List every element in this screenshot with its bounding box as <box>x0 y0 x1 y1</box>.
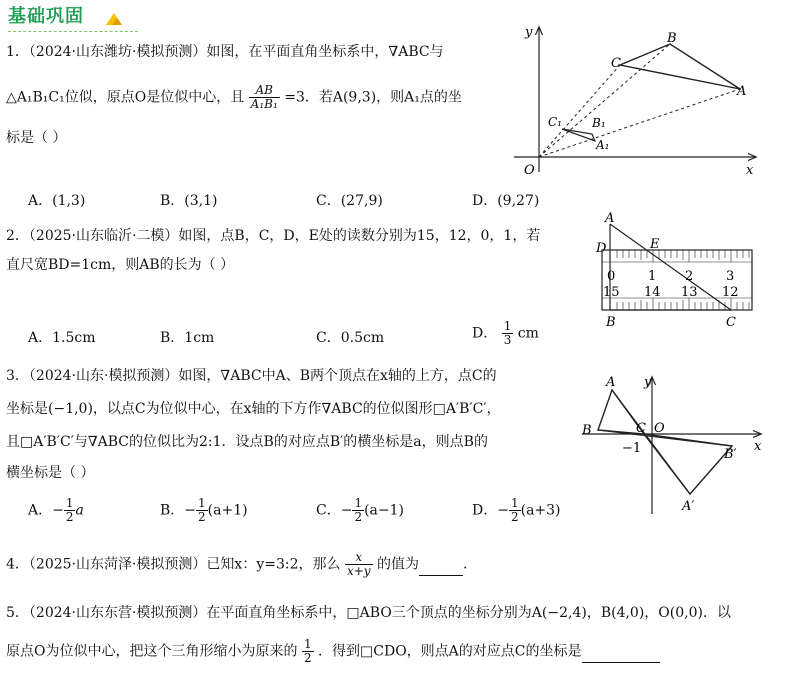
q3-line4: 横坐标是（ ） <box>6 465 95 481</box>
q1-label-b1: B₁ <box>592 116 606 130</box>
q3-option-b-den: 2 <box>198 510 206 524</box>
q1-line1: 1．（2024·山东潍坊·模拟预测）如图，在平面直角坐标系中，∇ABC与 <box>6 44 444 60</box>
q3-option-a-num: 1 <box>65 496 74 510</box>
q3-option-d-prefix: D．− <box>472 502 509 519</box>
q2-label-e: E <box>650 237 660 252</box>
q2-option-d-den: 3 <box>503 333 512 347</box>
q2-bottom-tick-3: 12 <box>722 285 739 300</box>
q4-frac-den: x+y <box>346 564 371 578</box>
q3-option-c-fraction <box>352 497 364 524</box>
q3-option-c-den: 2 <box>354 510 363 524</box>
q2-label-c: C <box>726 315 736 330</box>
q3-line2: 坐标是(−1,0)，以点C为位似中心，在x轴的下方作∇ABC的位似图形□A′B′C′， <box>6 401 501 417</box>
q5-fraction <box>302 638 314 665</box>
q1-label-a1: A₁ <box>596 138 610 152</box>
q2-bottom-tick-0: 15 <box>603 285 620 300</box>
q2-top-tick-2: 2 <box>685 269 694 284</box>
q2-label-a: A <box>605 211 615 226</box>
q3-label-a: A <box>606 375 616 390</box>
q3-label-o: O <box>654 421 665 436</box>
q1-triangle-abc <box>620 44 740 89</box>
q1-line2-tail: =3．若A(9,3)，则A₁点的坐 <box>284 89 462 106</box>
q1-frac-num: AB <box>249 84 280 98</box>
q2-line2: 直尺宽BD=1cm，则AB的长为（ ） <box>6 257 235 273</box>
q1-label-x: x <box>746 163 754 178</box>
q5-answer-blank[interactable] <box>582 642 660 663</box>
q3-label-minus1: −1 <box>622 441 642 456</box>
q5-line1: 5．（2024·山东东营·模拟预测）在平面直角坐标系中，□ABO三个顶点的坐标分别为A(−2,4)，B(4,0)，O(0,0)．以 <box>6 605 731 621</box>
q3-label-x: x <box>754 439 762 454</box>
mountain-icon <box>104 10 124 26</box>
q2-bottom-tick-2: 13 <box>681 285 698 300</box>
q2-option-d[interactable] <box>472 320 539 347</box>
q3-option-c[interactable] <box>316 497 404 524</box>
q1-figure <box>510 22 770 182</box>
q1-label-c1: C₁ <box>548 115 562 129</box>
title-underline <box>8 31 138 32</box>
q1-line2-text: △A₁B₁C₁位似，原点O是位似中心，且 <box>6 89 245 106</box>
q2-label-b: B <box>606 315 616 330</box>
q3-option-d-suffix: (a+3) <box>520 502 561 519</box>
q3-label-c: C <box>636 421 646 436</box>
q1-label-c: C <box>611 56 621 71</box>
q3-label-b1: B′ <box>724 447 737 462</box>
q5-frac-den: 2 <box>303 651 312 665</box>
q3-line3: 且□A′B′C′与∇ABC的位似比为2:1．设点B的对应点B′的横坐标是a，则点B的 <box>6 434 488 450</box>
q3-option-a-suffix: a <box>75 502 84 519</box>
q3-label-b: B <box>582 423 592 438</box>
q3-line-bb1 <box>598 430 732 446</box>
q2-option-d-unit: cm <box>517 325 539 342</box>
q2-option-a[interactable]: A．1.5cm <box>28 330 96 346</box>
q3-option-b[interactable] <box>160 497 248 524</box>
q4-end: . <box>463 556 468 573</box>
q2-bottom-tick-1: 14 <box>644 285 661 300</box>
q3-option-d[interactable] <box>472 497 561 524</box>
q3-option-a-fraction <box>64 497 76 524</box>
q1-line3: 标是（ ） <box>6 130 67 146</box>
q2-option-c[interactable]: C．0.5cm <box>316 330 385 346</box>
q3-label-a1: A′ <box>682 499 695 514</box>
q1-option-d[interactable]: D．(9,27) <box>472 193 540 209</box>
q3-label-y: y <box>644 375 652 390</box>
section-title: 基础巩固 <box>8 6 84 27</box>
q2-option-d-prefix: D． <box>472 325 498 342</box>
q3-line1: 3．（2024·山东·模拟预测）如图，∇ABC中A、B两个顶点在x轴的上方，点C的 <box>6 368 497 384</box>
q2-option-b[interactable]: B．1cm <box>160 330 215 346</box>
q4-frac-num: x <box>345 551 373 565</box>
q2-top-tick-0: 0 <box>607 269 616 284</box>
q1-triangle-a1b1c1 <box>562 129 595 141</box>
q3-option-b-num: 1 <box>198 496 206 510</box>
q5-line2-prefix: 原点O为位似中心，把这个三角形缩小为原来的 <box>6 643 298 660</box>
q1-option-b[interactable]: B．(3,1) <box>160 193 218 209</box>
q5-frac-num: 1 <box>303 637 312 651</box>
q2-line1: 2．（2025·山东临沂·二模）如图，点B，C，D，E处的读数分别为15，12，0，1，若 <box>6 228 541 244</box>
q1-option-c[interactable]: C．(27,9) <box>316 193 383 209</box>
q1-label-a: A <box>737 84 747 99</box>
q5-line2-suffix: ．得到□CDO，则点A的对应点C的坐标是 <box>318 643 582 660</box>
q1-frac-den: A₁B₁ <box>250 97 278 111</box>
q2-top-tick-1: 1 <box>648 269 657 284</box>
q3-option-a-prefix: A．− <box>28 502 64 519</box>
q3-option-c-suffix: (a−1) <box>364 502 405 519</box>
q1-ratio-fraction <box>249 84 280 111</box>
q3-figure <box>578 372 768 522</box>
q1-dashed-oa <box>539 89 740 157</box>
q4-line <box>6 551 467 578</box>
q2-option-d-num: 1 <box>503 319 512 333</box>
q3-option-a-den: 2 <box>65 510 74 524</box>
q2-option-d-fraction <box>502 320 514 347</box>
q2-top-tick-3: 3 <box>726 269 735 284</box>
q2-label-d: D <box>596 241 607 256</box>
q5-line2 <box>6 638 660 665</box>
q3-option-c-prefix: C．− <box>316 502 353 519</box>
q3-triangle-a1b1c1 <box>644 434 732 494</box>
q1-label-y: y <box>525 25 533 40</box>
q3-option-b-fraction <box>196 497 208 524</box>
q4-prefix: 4．（2025·山东菏泽·模拟预测）已知x：y=3:2，那么 <box>6 556 341 573</box>
q1-label-b: B <box>667 31 677 46</box>
q4-answer-blank[interactable] <box>419 555 463 576</box>
q3-option-c-num: 1 <box>354 496 363 510</box>
q4-suffix: 的值为 <box>377 556 420 573</box>
q3-option-d-num: 1 <box>510 496 519 510</box>
q3-option-b-suffix: (a+1) <box>207 502 248 519</box>
q1-label-o: O <box>524 163 535 178</box>
q1-option-a[interactable]: A．(1,3) <box>28 193 86 209</box>
q2-ruler-figure <box>592 210 762 332</box>
q4-fraction <box>345 551 373 578</box>
q3-option-b-prefix: B．− <box>160 502 197 519</box>
q3-option-a[interactable] <box>28 497 84 524</box>
q3-option-d-fraction <box>509 497 521 524</box>
q3-option-d-den: 2 <box>510 510 519 524</box>
q1-line2 <box>6 84 462 111</box>
